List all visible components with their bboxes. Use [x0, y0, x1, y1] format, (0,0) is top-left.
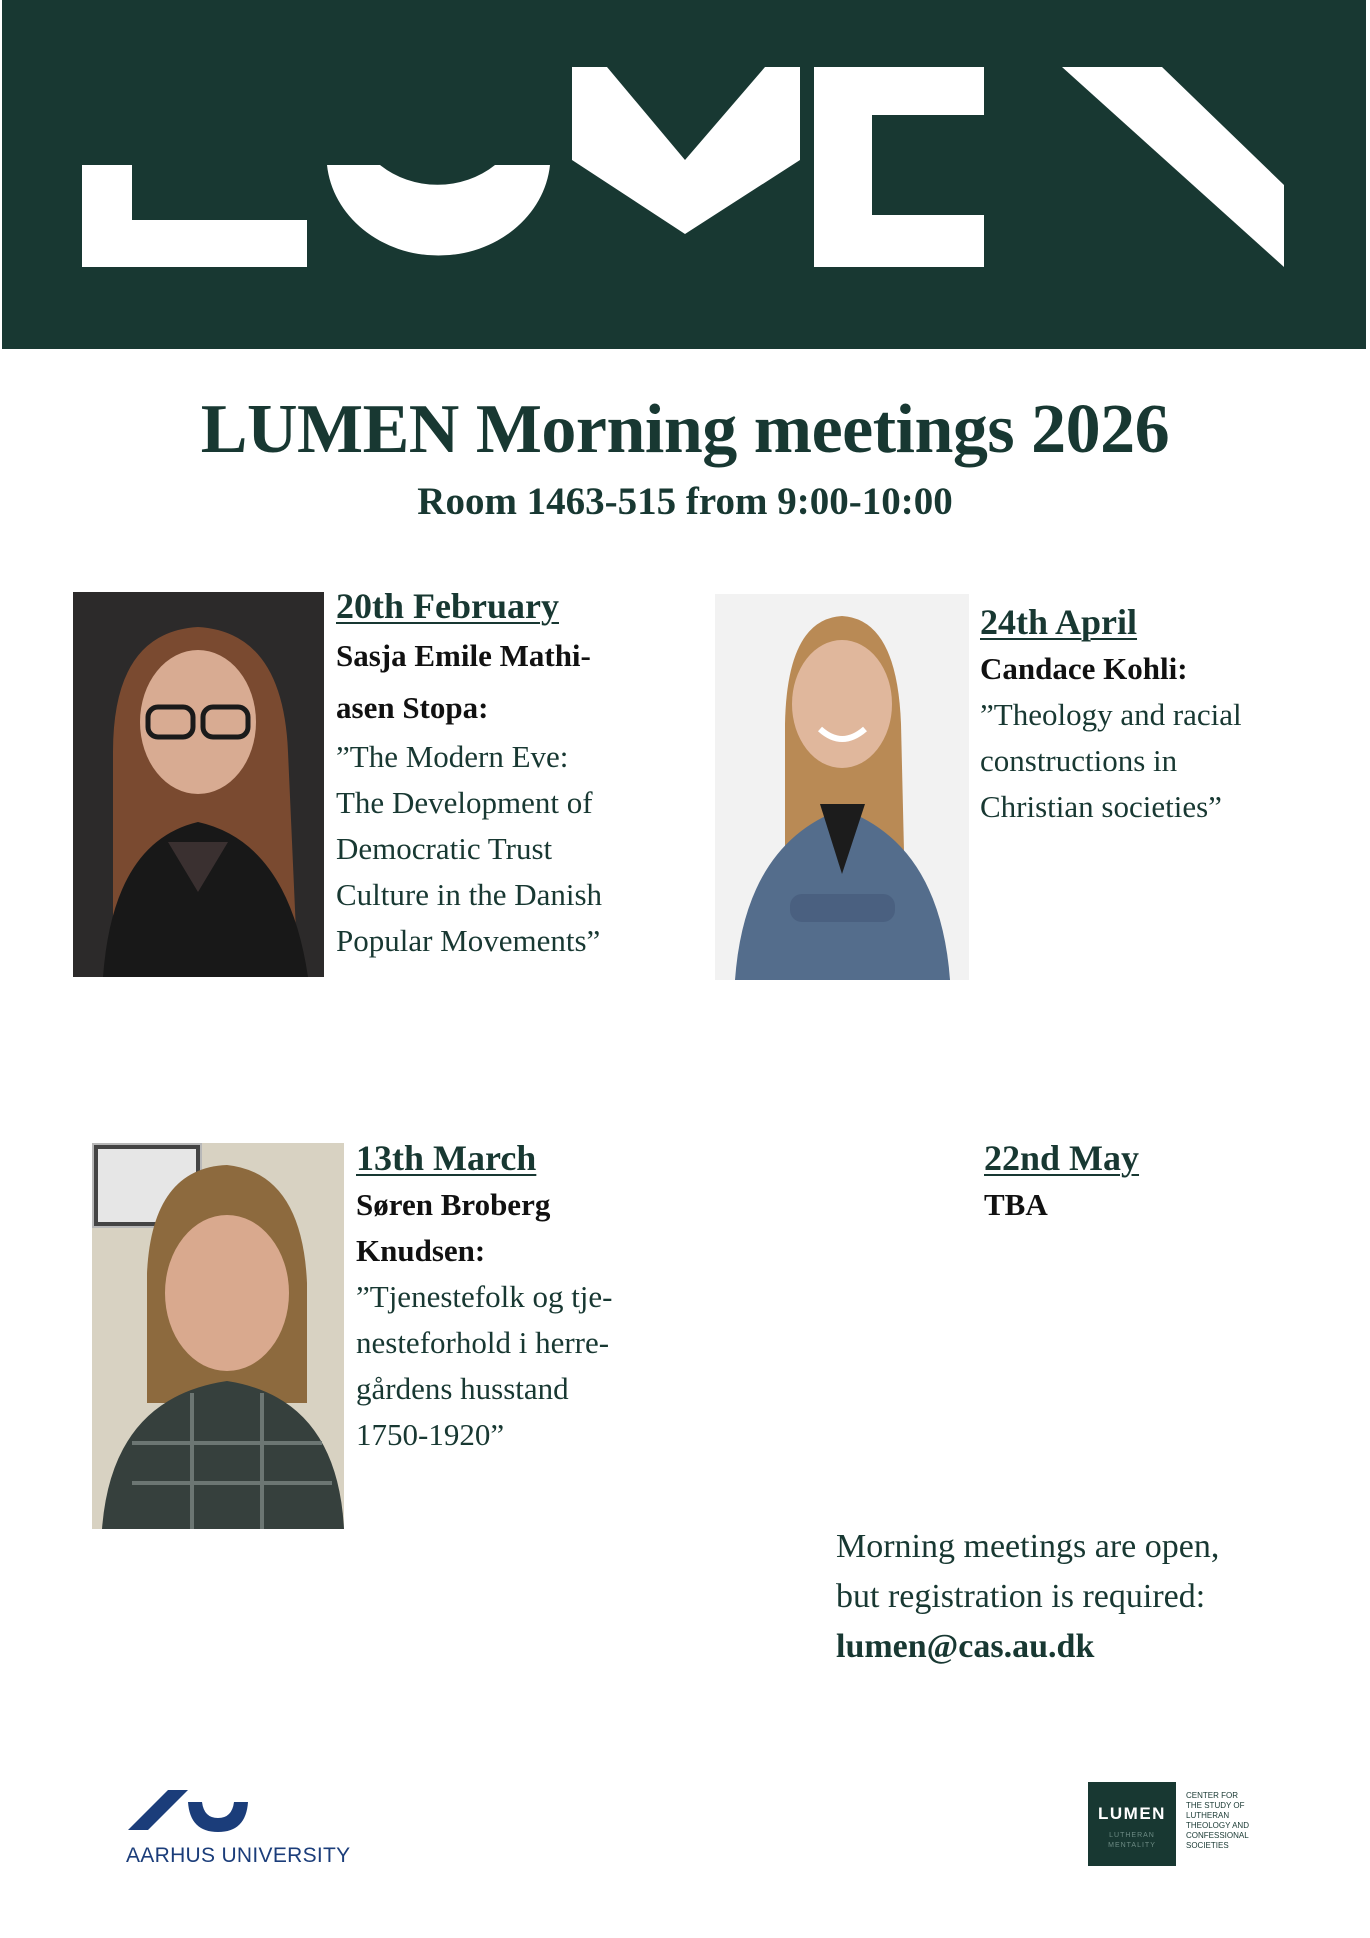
talk-title-line: ”Theology and racial — [980, 697, 1242, 732]
lumen-center-description — [1186, 1791, 1276, 1851]
event-date: 13th March — [356, 1138, 537, 1178]
registration-note — [836, 1522, 1219, 1672]
lumen-logo-sub: LUTHERAN — [1109, 1832, 1155, 1839]
talk-title-line: ”The Modern Eve: — [336, 739, 569, 774]
speaker-photo-2 — [715, 594, 969, 980]
registration-line: but registration is required: — [836, 1578, 1206, 1615]
speaker-name-line: asen Stopa: — [336, 690, 489, 725]
lumen-logo-word: LUMEN — [1098, 1804, 1166, 1823]
speaker-name-line: TBA — [984, 1187, 1048, 1222]
aarhus-university-name: AARHUS UNIVERSITY — [126, 1844, 351, 1867]
lumen-logo-sub: MENTALITY — [1108, 1842, 1156, 1849]
talk-title-line: Popular Movements” — [336, 923, 601, 958]
talk-title-line: constructions in — [980, 743, 1178, 778]
event-date: 22nd May — [984, 1138, 1140, 1178]
page-subtitle: Room 1463-515 from 9:00-10:00 — [417, 480, 953, 523]
speaker-photo-3 — [92, 1143, 344, 1529]
talk-title-line: nesteforhold i herre- — [356, 1325, 610, 1360]
lumen-logotype — [2, 0, 1366, 349]
talk-title-line: Christian societies” — [980, 789, 1222, 824]
registration-email-link[interactable]: lumen@cas.au.dk — [836, 1628, 1095, 1665]
talk-title-line: Culture in the Danish — [336, 877, 603, 912]
talk-title-line: The Development of — [336, 785, 593, 820]
event-date: 24th April — [980, 602, 1138, 642]
talk-title-line: gårdens husstand — [356, 1371, 569, 1406]
speaker-name-line: Sasja Emile Mathi- — [336, 638, 591, 673]
event-march — [356, 1134, 613, 1458]
speaker-name-line: Candace Kohli: — [980, 651, 1188, 686]
lumen-desc-line: THE STUDY OF — [1186, 1801, 1245, 1810]
speaker-name-line: Knudsen: — [356, 1233, 486, 1268]
talk-title-line: Democratic Trust — [336, 831, 553, 866]
event-date: 20th February — [336, 586, 559, 626]
lumen-desc-line: CONFESSIONAL — [1186, 1831, 1249, 1840]
lumen-center-logo — [1088, 1782, 1176, 1866]
lumen-desc-line: CENTER FOR — [1186, 1791, 1238, 1800]
event-february — [336, 582, 602, 964]
lumen-desc-line: SOCIETIES — [1186, 1841, 1229, 1850]
speaker-name-line: Søren Broberg — [356, 1187, 551, 1222]
speaker-photo-1 — [73, 592, 324, 977]
lumen-desc-line: LUTHERAN — [1186, 1811, 1230, 1820]
talk-title-line: 1750-1920” — [356, 1417, 505, 1452]
page-title: LUMEN Morning meetings 2026 — [200, 391, 1170, 468]
lumen-banner — [2, 0, 1366, 349]
registration-line: Morning meetings are open, — [836, 1528, 1220, 1565]
lumen-desc-line: THEOLOGY AND — [1186, 1821, 1249, 1830]
event-may — [984, 1134, 1139, 1228]
event-april — [980, 598, 1242, 830]
talk-title-line: ”Tjenestefolk og tje- — [356, 1279, 613, 1314]
